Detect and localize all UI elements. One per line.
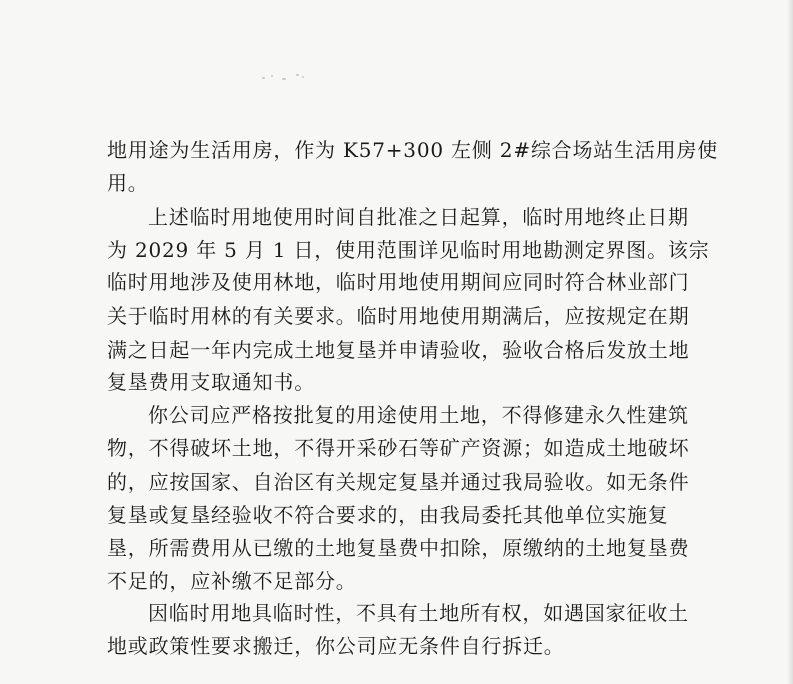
text-line-10: 物，不得破坏土地，不得开采砂石等矿产资源；如造成土地破坏 — [107, 436, 690, 460]
text-line-3: 上述临时用地使用时间自批准之日起算，临时用地终止日期 — [148, 205, 689, 229]
text-line-1: 地用途为生活用房，作为 K57+300 左侧 2#综合场站生活用房使 — [107, 138, 719, 162]
text-line-4: 为 2029 年 5 月 1 日，使用范围详见临时用地勘测定界图。该宗 — [107, 238, 710, 262]
text-line-12: 复垦或复垦经验收不符合要求的，由我局委托其他单位实施复 — [107, 503, 669, 527]
text-line-14: 不足的，应补缴不足部分。 — [107, 569, 357, 593]
text-line-11: 的，应按国家、自治区有关规定复垦并通过我局验收。如无条件 — [107, 470, 690, 494]
text-line-8: 复垦费用支取通知书。 — [107, 370, 315, 394]
text-line-6: 关于临时用林的有关要求。临时用地使用期满后，应按规定在期 — [107, 304, 690, 328]
text-line-2: 用。 — [107, 171, 149, 195]
scan-edge-shadow — [787, 0, 793, 684]
scan-speckles — [262, 71, 306, 81]
text-line-15: 因临时用地具临时性，不具有土地所有权，如遇国家征收土 — [148, 601, 689, 625]
text-line-13: 垦，所需费用从已缴的土地复垦费中扣除，原缴纳的土地复垦费 — [107, 536, 690, 560]
text-line-9: 你公司应严格按批复的用途使用土地，不得修建永久性建筑 — [148, 403, 689, 427]
text-line-7: 满之日起一年内完成土地复垦并申请验收，验收合格后发放土地 — [107, 338, 690, 362]
text-line-5: 临时用地涉及使用林地，临时用地使用期间应同时符合林业部门 — [107, 270, 690, 294]
text-line-16: 地或政策性要求搬迁，你公司应无条件自行拆迁。 — [107, 634, 565, 658]
